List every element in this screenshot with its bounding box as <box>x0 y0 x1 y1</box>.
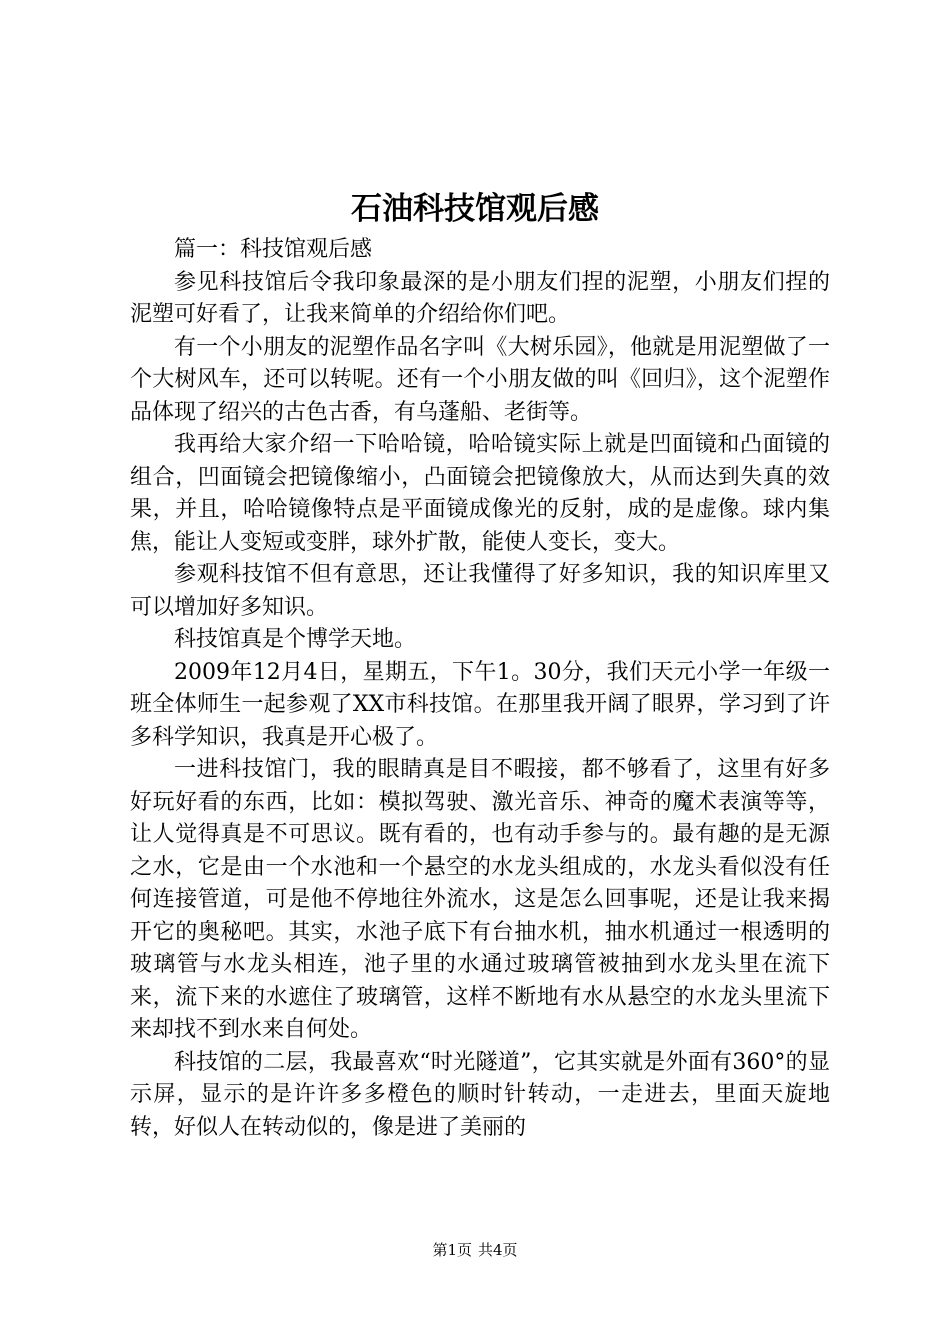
page-footer <box>0 1240 950 1260</box>
paragraph: 参见科技馆后令我印象最深的是小朋友们捏的泥塑，小朋友们捏的泥塑可好看了，让我来简单的介绍给你们吧。 <box>130 269 830 327</box>
document-body <box>130 234 830 1144</box>
paragraph: 我再给大家介绍一下哈哈镜，哈哈镜实际上就是凹面镜和凸面镜的组合，凹面镜会把镜像缩小，凸面镜会把镜像放大，从而达到失真的效果，并且，哈哈镜像特点是平面镜成像光的反射，成的是虚像。球内集焦，能让人变短或变胖，球外扩散，能使人变长，变大。 <box>130 432 830 555</box>
paragraph: 科技馆真是个博学天地。 <box>174 627 417 652</box>
page-number: 第1页 <box>432 1241 472 1259</box>
page-total: 共4页 <box>478 1241 518 1259</box>
paragraph-subtitle: 篇一：科技馆观后感 <box>174 237 373 262</box>
page-title: 石油科技馆观后感 <box>351 191 599 227</box>
paragraph: 科技馆的二层，我最喜欢“时光隧道”，它其实就是外面有360°的显示屏，显示的是许许多多橙色的顺时针转动，一走进去，里面天旋地转，好似人在转动似的，像是进了美丽的 <box>130 1049 830 1140</box>
paragraph: 有一个小朋友的泥塑作品名字叫《大树乐园》，他就是用泥塑做了一个大树风车，还可以转呢。还有一个小朋友做的叫《回归》，这个泥塑作品体现了绍兴的古色古香，有乌蓬船、老街等。 <box>130 334 830 425</box>
paragraph: 参观科技馆不但有意思，还让我懂得了好多知识，我的知识库里又可以增加好多知识。 <box>130 562 830 620</box>
paragraph: 2009年12月4日，星期五，下午1。30分，我们天元小学一年级一班全体师生一起参观了XX市科技馆。在那里我开阔了眼界，学习到了许多科学知识，我真是开心极了。 <box>130 659 830 750</box>
paragraph: 一进科技馆门，我的眼睛真是目不暇接，都不够看了，这里有好多好玩好看的东西，比如：模拟驾驶、激光音乐、神奇的魔术表演等等，让人觉得真是不可思议。既有看的，也有动手参与的。最有趣的是无源之水，它是由一个水池和一个悬空的水龙头组成的，水龙头看似没有任何连接管道，可是他不停地往外流水，这是怎么回事呢，还是让我来揭开它的奥秘吧。其实，水池子底下有台抽水机，抽水机通过一根透明的玻璃管与水龙头相连，池子里的水通过玻璃管被抽到水龙头里在流下来，流下来的水遮住了玻璃管，这样不断地有水从悬空的水龙头里流下来却找不到水来自何处。 <box>130 757 830 1042</box>
